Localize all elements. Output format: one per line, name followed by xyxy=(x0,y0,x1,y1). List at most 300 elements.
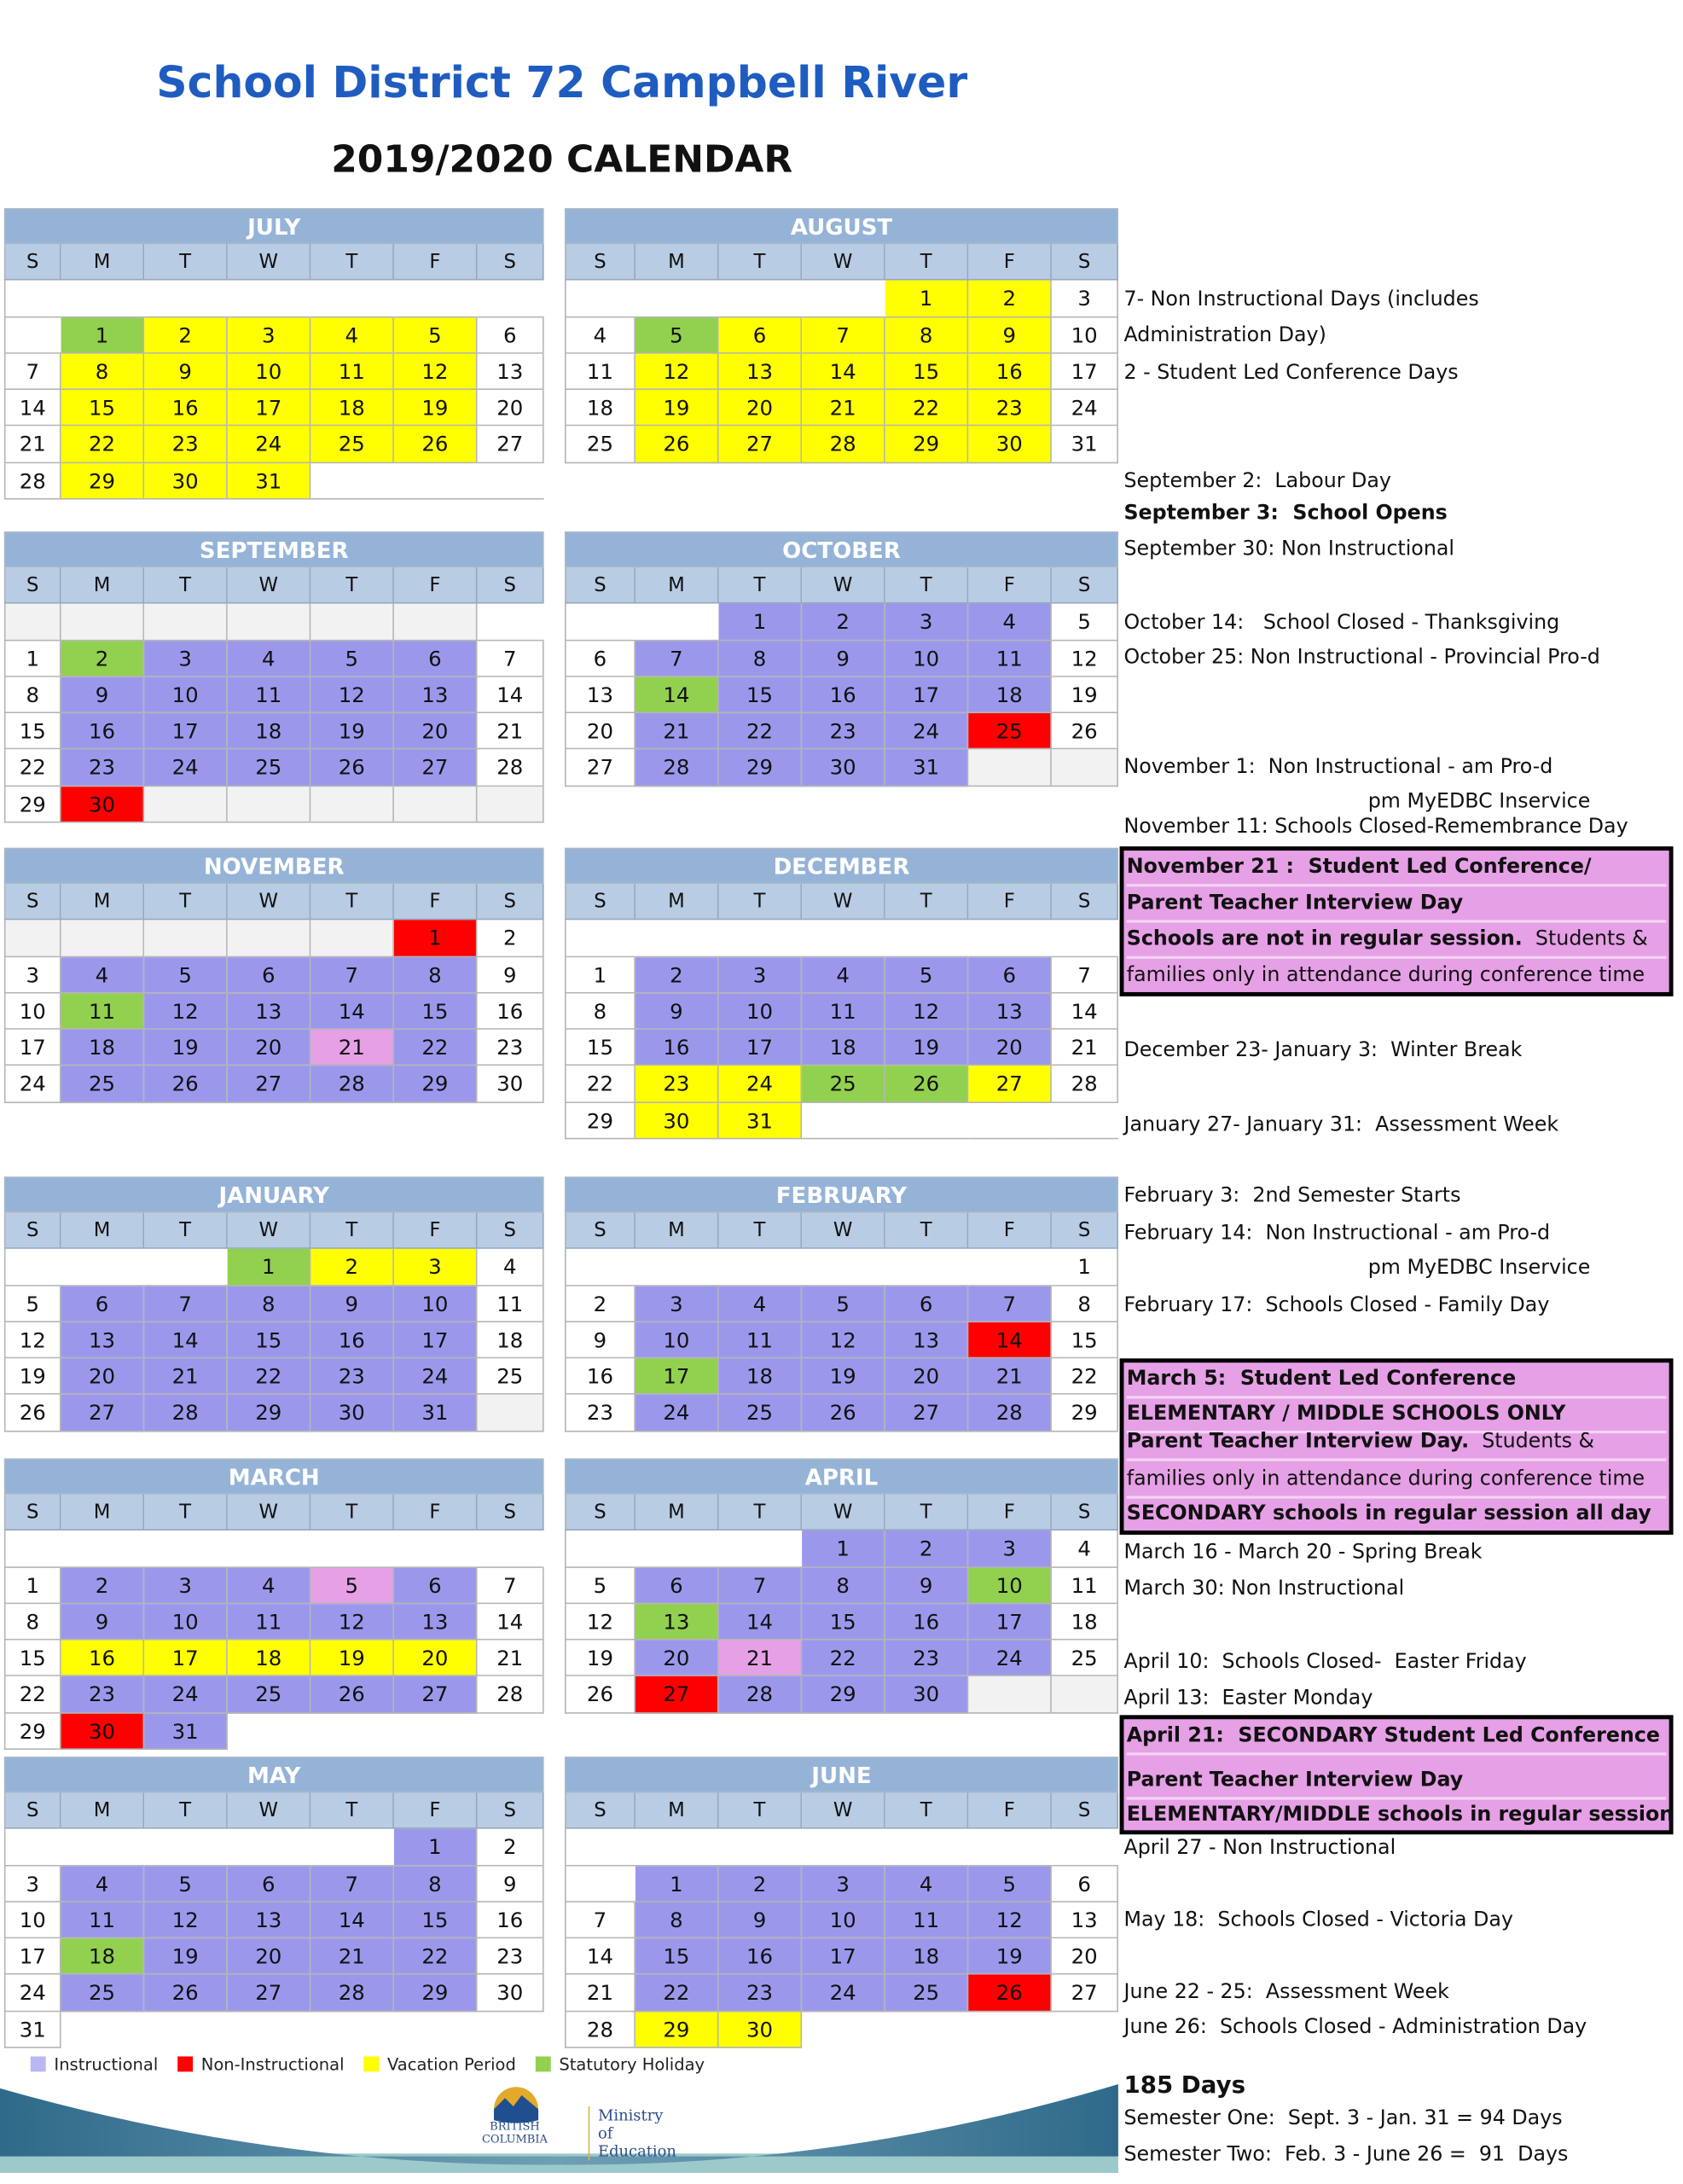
day-cell: 16 xyxy=(478,993,544,1030)
day-cell: 18 xyxy=(61,1939,145,1976)
day-cell: 14 xyxy=(635,677,719,714)
day-cell: 29 xyxy=(635,2012,719,2048)
day-cell: 13 xyxy=(394,677,478,714)
weekday-label: W xyxy=(228,244,311,281)
day-cell: 24 xyxy=(719,1066,803,1103)
weekday-label: W xyxy=(802,244,885,281)
day-cell: 25 xyxy=(885,1975,969,2012)
day-cell: 8 xyxy=(1052,1286,1118,1322)
day-cell: 27 xyxy=(968,1066,1052,1103)
day-cell: 13 xyxy=(228,993,311,1030)
day-cell: 11 xyxy=(228,1604,311,1641)
day-cell: 9 xyxy=(635,993,719,1030)
day-cell: 10 xyxy=(635,1322,719,1359)
day-cell: 11 xyxy=(61,993,145,1030)
day-cell: 26 xyxy=(4,1395,61,1432)
box-line xyxy=(1127,1362,1667,1398)
week-row xyxy=(4,1359,544,1396)
day-cell: 25 xyxy=(478,1359,544,1396)
box-line xyxy=(1127,1763,1667,1799)
day-cell: 6 xyxy=(1052,1866,1118,1902)
day-cell: 7 xyxy=(478,1567,544,1604)
empty-cell xyxy=(565,1531,635,1568)
weekday-label: S xyxy=(565,1792,635,1829)
empty-cell xyxy=(310,463,394,500)
day-cell: 14 xyxy=(310,1902,394,1939)
note-item: September 30: Non Instructional xyxy=(1123,537,1455,561)
week-row xyxy=(4,1677,544,1714)
month-title: DECEMBER xyxy=(565,848,1118,884)
day-cell: 24 xyxy=(635,1395,719,1432)
day-cell: 1 xyxy=(4,641,61,677)
day-cell: 27 xyxy=(565,750,635,787)
day-cell: 16 xyxy=(310,1322,394,1359)
day-cell: 21 xyxy=(635,713,719,750)
weekday-label: S xyxy=(478,567,544,604)
day-cell: 11 xyxy=(228,677,311,714)
month-title: JUNE xyxy=(565,1757,1118,1792)
empty-cell xyxy=(310,281,394,317)
day-cell: 18 xyxy=(565,390,635,427)
day-cell: 30 xyxy=(968,427,1052,463)
day-cell: 23 xyxy=(61,750,145,787)
day-cell: 23 xyxy=(565,1395,635,1432)
day-cell: 5 xyxy=(310,1567,394,1604)
box-line-bold: Parent Teacher Interview Day. xyxy=(1126,1429,1470,1453)
empty-cell xyxy=(394,463,478,500)
weekday-label: T xyxy=(885,1792,969,1829)
day-cell: 27 xyxy=(719,427,803,463)
day-cell: 27 xyxy=(228,1975,311,2012)
day-cell: 1 xyxy=(61,317,145,354)
note-item: October 25: Non Instructional - Provincial Pro-d xyxy=(1123,645,1600,669)
week-row xyxy=(4,1939,544,1976)
day-cell: 7 xyxy=(1052,957,1118,994)
week-row xyxy=(4,1286,544,1322)
weekday-label: F xyxy=(968,244,1052,281)
week-row xyxy=(565,750,1118,787)
day-cell: 25 xyxy=(565,427,635,463)
note-item: March 16 - March 20 - Spring Break xyxy=(1123,1540,1483,1565)
day-cell: 12 xyxy=(802,1322,885,1359)
week-row xyxy=(4,1604,544,1641)
week-row xyxy=(565,1677,1118,1714)
day-cell: 18 xyxy=(228,713,311,750)
day-cell: 2 xyxy=(565,1286,635,1322)
legend-item xyxy=(177,2055,344,2075)
day-cell: 29 xyxy=(4,787,61,823)
week-row xyxy=(4,317,544,354)
day-cell: 3 xyxy=(144,1567,228,1604)
week-row xyxy=(4,921,544,957)
day-cell: 26 xyxy=(968,1975,1052,2012)
box-line-bold: April 21: SECONDARY Student Led Conference xyxy=(1126,1723,1661,1747)
empty-cell xyxy=(144,604,228,641)
day-cell: 9 xyxy=(802,641,885,677)
week-row xyxy=(565,993,1118,1030)
weekday-label: W xyxy=(228,1495,311,1531)
weekday-label: T xyxy=(885,1213,969,1250)
week-row xyxy=(4,427,544,463)
empty-cell xyxy=(1052,1677,1118,1714)
week-row xyxy=(4,677,544,714)
day-cell: 22 xyxy=(635,1975,719,2012)
day-cell: 25 xyxy=(802,1066,885,1103)
day-cell: 16 xyxy=(719,1939,803,1976)
day-cell: 17 xyxy=(635,1359,719,1396)
weekday-label: F xyxy=(394,1213,478,1250)
day-cell: 13 xyxy=(478,354,544,391)
day-cell: 19 xyxy=(1052,677,1118,714)
day-cell: 12 xyxy=(144,1902,228,1939)
day-cell: 26 xyxy=(310,1677,394,1714)
day-cell: 10 xyxy=(1052,317,1118,354)
weekday-label: T xyxy=(885,884,969,921)
weekday-label: S xyxy=(1052,1213,1118,1250)
day-cell: 29 xyxy=(565,1103,635,1140)
day-cell: 19 xyxy=(885,1030,969,1066)
weekday-label: S xyxy=(478,1495,544,1531)
day-cell: 16 xyxy=(144,390,228,427)
day-cell: 1 xyxy=(1052,1249,1118,1286)
day-cell: 18 xyxy=(802,1030,885,1066)
week-row xyxy=(565,1604,1118,1641)
day-cell: 30 xyxy=(61,1713,145,1750)
day-cell: 4 xyxy=(565,317,635,354)
day-cell: 20 xyxy=(61,1359,145,1396)
weekday-label: T xyxy=(719,1213,803,1250)
day-cell: 18 xyxy=(719,1359,803,1396)
weekday-label: T xyxy=(310,884,394,921)
month-february xyxy=(565,1176,1118,1432)
day-cell: 10 xyxy=(802,1902,885,1939)
empty-cell xyxy=(4,921,61,957)
day-cell: 22 xyxy=(394,1030,478,1066)
day-cell: 11 xyxy=(1052,1567,1118,1604)
day-cell: 10 xyxy=(968,1567,1052,1604)
day-cell: 3 xyxy=(635,1286,719,1322)
day-cell: 7 xyxy=(478,641,544,677)
month-may xyxy=(4,1757,544,2048)
week-row xyxy=(4,750,544,787)
empty-cell xyxy=(144,921,228,957)
legend xyxy=(31,2055,705,2075)
day-cell: 4 xyxy=(61,1866,145,1902)
empty-cell xyxy=(565,281,635,317)
day-cell: 3 xyxy=(885,604,969,641)
day-cell: 4 xyxy=(968,604,1052,641)
day-cell: 22 xyxy=(394,1939,478,1976)
ministry-logo xyxy=(472,2082,708,2161)
day-cell: 27 xyxy=(394,750,478,787)
day-cell: 6 xyxy=(635,1567,719,1604)
empty-cell xyxy=(4,604,61,641)
empty-cell xyxy=(61,1531,145,1568)
day-cell: 5 xyxy=(968,1866,1052,1902)
week-row xyxy=(4,1641,544,1677)
day-cell: 27 xyxy=(635,1677,719,1714)
note-item: June 22 - 25: Assessment Week xyxy=(1123,1980,1449,2004)
week-row xyxy=(565,1322,1118,1359)
day-cell: 10 xyxy=(4,993,61,1030)
note-item: Administration Day) xyxy=(1123,322,1326,347)
day-cell: 10 xyxy=(885,641,969,677)
day-cell: 19 xyxy=(144,1030,228,1066)
weekday-label: M xyxy=(635,884,719,921)
week-row xyxy=(565,427,1118,463)
day-cell: 30 xyxy=(719,2012,803,2048)
empty-cell xyxy=(4,317,61,354)
weekday-label: T xyxy=(719,1495,803,1531)
day-cell: 15 xyxy=(565,1030,635,1066)
note-item: January 27- January 31: Assessment Week xyxy=(1123,1112,1559,1137)
week-row xyxy=(565,677,1118,714)
weekday-label: W xyxy=(228,567,311,604)
day-cell: 9 xyxy=(719,1902,803,1939)
weekday-label: S xyxy=(565,1213,635,1250)
day-cell: 22 xyxy=(719,713,803,750)
day-cell: 8 xyxy=(885,317,969,354)
empty-cell xyxy=(228,1531,311,1568)
day-cell: 6 xyxy=(394,1567,478,1604)
weekday-label: T xyxy=(885,244,969,281)
day-cell: 16 xyxy=(565,1359,635,1396)
day-cell: 13 xyxy=(1052,1902,1118,1939)
weekday-label: S xyxy=(478,1792,544,1829)
day-cell: 25 xyxy=(61,1066,145,1103)
day-cell: 30 xyxy=(478,1975,544,2012)
day-cell: 2 xyxy=(310,1249,394,1286)
day-cell: 28 xyxy=(968,1395,1052,1432)
bc-sun-mountain-icon xyxy=(489,2082,544,2123)
day-cell: 2 xyxy=(61,641,145,677)
day-cell: 5 xyxy=(310,641,394,677)
day-cell: 29 xyxy=(228,1395,311,1432)
day-cell: 8 xyxy=(228,1286,311,1322)
week-row xyxy=(565,1103,1118,1140)
day-cell: 2 xyxy=(478,921,544,957)
legend-label: Instructional xyxy=(54,2054,159,2075)
note-item: September 3: School Opens xyxy=(1123,501,1448,525)
week-row xyxy=(565,1641,1118,1677)
day-cell: 19 xyxy=(802,1359,885,1396)
day-cell: 12 xyxy=(1052,641,1118,677)
day-cell: 15 xyxy=(802,1604,885,1641)
day-cell: 28 xyxy=(4,463,61,500)
day-cell: 6 xyxy=(394,641,478,677)
day-cell: 17 xyxy=(4,1939,61,1976)
day-cell: 14 xyxy=(968,1322,1052,1359)
box-line xyxy=(1127,1719,1667,1755)
day-cell: 29 xyxy=(719,750,803,787)
day-cell: 24 xyxy=(144,750,228,787)
week-row xyxy=(565,1395,1118,1432)
day-cell: 25 xyxy=(61,1975,145,2012)
weekday-label: T xyxy=(144,1792,228,1829)
day-cell: 4 xyxy=(885,1866,969,1902)
weekday-label: F xyxy=(394,1792,478,1829)
week-row xyxy=(565,921,1118,957)
day-cell: 20 xyxy=(478,390,544,427)
weekday-header xyxy=(565,567,1118,604)
empty-cell xyxy=(635,1531,719,1568)
weekday-label: M xyxy=(61,1495,145,1531)
day-cell: 13 xyxy=(719,354,803,391)
weekday-label: M xyxy=(61,244,145,281)
note-item: December 23- January 3: Winter Break xyxy=(1123,1037,1523,1062)
day-cell: 19 xyxy=(310,713,394,750)
empty-cell xyxy=(61,1249,145,1286)
semester-two: Semester Two: Feb. 3 - June 26 = 91 Days xyxy=(1123,2142,1569,2166)
day-cell: 5 xyxy=(4,1286,61,1322)
empty-cell xyxy=(719,281,803,317)
day-cell: 5 xyxy=(394,317,478,354)
day-cell: 22 xyxy=(1052,1359,1118,1396)
note-item: April 27 - Non Instructional xyxy=(1123,1835,1396,1860)
empty-cell xyxy=(478,463,544,500)
weekday-label: M xyxy=(61,884,145,921)
day-cell: 18 xyxy=(61,1030,145,1066)
weekday-label: W xyxy=(802,884,885,921)
day-cell: 1 xyxy=(719,604,803,641)
day-cell: 26 xyxy=(144,1066,228,1103)
day-cell: 20 xyxy=(719,390,803,427)
day-cell: 4 xyxy=(802,957,885,994)
weekday-label: S xyxy=(1052,884,1118,921)
weekday-label: S xyxy=(4,244,61,281)
weekday-label: S xyxy=(565,567,635,604)
day-cell: 25 xyxy=(228,750,311,787)
total-days: 185 Days xyxy=(1123,2071,1246,2100)
month-december xyxy=(565,848,1118,1140)
empty-cell xyxy=(61,921,145,957)
day-cell: 26 xyxy=(802,1395,885,1432)
day-cell: 12 xyxy=(310,677,394,714)
weekday-label: T xyxy=(144,1495,228,1531)
empty-cell xyxy=(635,281,719,317)
month-august xyxy=(565,208,1118,463)
legend-label: Non-Instructional xyxy=(200,2054,345,2075)
day-cell: 28 xyxy=(565,2012,635,2048)
day-cell: 7 xyxy=(968,1286,1052,1322)
day-cell: 31 xyxy=(394,1395,478,1432)
day-cell: 19 xyxy=(635,390,719,427)
day-cell: 13 xyxy=(885,1322,969,1359)
week-row xyxy=(4,1567,544,1604)
day-cell: 10 xyxy=(4,1902,61,1939)
week-row xyxy=(4,1713,544,1750)
box-line xyxy=(1127,1497,1667,1531)
day-cell: 3 xyxy=(144,641,228,677)
month-title: FEBRUARY xyxy=(565,1176,1118,1212)
day-cell: 6 xyxy=(228,1866,311,1902)
day-cell: 24 xyxy=(394,1359,478,1396)
day-cell: 20 xyxy=(1052,1939,1118,1976)
empty-cell xyxy=(228,604,311,641)
day-cell: 19 xyxy=(310,1641,394,1677)
day-cell: 2 xyxy=(635,957,719,994)
weekday-label: T xyxy=(310,1213,394,1250)
day-cell: 8 xyxy=(394,957,478,994)
week-row xyxy=(565,1531,1118,1568)
day-cell: 16 xyxy=(478,1902,544,1939)
day-cell: 14 xyxy=(802,354,885,391)
weekday-header xyxy=(4,567,544,604)
weekday-label: T xyxy=(885,1495,969,1531)
weekday-label: W xyxy=(802,1495,885,1531)
day-cell: 22 xyxy=(61,427,145,463)
day-cell: 23 xyxy=(310,1359,394,1396)
day-cell: 25 xyxy=(719,1395,803,1432)
day-cell: 1 xyxy=(394,1829,478,1866)
weekday-label: W xyxy=(228,884,311,921)
day-cell: 11 xyxy=(310,354,394,391)
day-cell: 31 xyxy=(719,1103,803,1140)
weekday-label: T xyxy=(310,1495,394,1531)
week-row xyxy=(565,354,1118,391)
day-cell: 12 xyxy=(4,1322,61,1359)
day-cell: 29 xyxy=(4,1713,61,1750)
empty-cell xyxy=(719,921,803,957)
weekday-label: F xyxy=(394,567,478,604)
box-line xyxy=(1127,1425,1667,1461)
day-cell: 28 xyxy=(310,1975,394,2012)
week-row xyxy=(4,463,544,500)
day-cell: 6 xyxy=(61,1286,145,1322)
empty-cell xyxy=(719,1531,803,1568)
day-cell: 17 xyxy=(719,1030,803,1066)
weekday-header xyxy=(4,1792,544,1829)
day-cell: 6 xyxy=(228,957,311,994)
day-cell: 4 xyxy=(478,1249,544,1286)
day-cell: 25 xyxy=(310,427,394,463)
day-cell: 8 xyxy=(802,1567,885,1604)
day-cell: 30 xyxy=(885,1677,969,1714)
month-title: NOVEMBER xyxy=(4,848,544,884)
weekday-label: S xyxy=(1052,1495,1118,1531)
month-march xyxy=(4,1458,544,1750)
day-cell: 14 xyxy=(144,1322,228,1359)
month-title: AUGUST xyxy=(565,208,1118,244)
weekday-label: T xyxy=(144,1213,228,1250)
box-line-bold: Schools are not in regular session. xyxy=(1126,926,1523,951)
empty-cell xyxy=(478,604,544,641)
box-line-bold: Parent Teacher Interview Day xyxy=(1126,891,1464,915)
day-cell: 5 xyxy=(802,1286,885,1322)
weekday-label: S xyxy=(478,884,544,921)
day-cell: 18 xyxy=(228,1641,311,1677)
day-cell: 15 xyxy=(394,993,478,1030)
day-cell: 26 xyxy=(144,1975,228,2012)
day-cell: 14 xyxy=(4,390,61,427)
empty-cell xyxy=(802,281,885,317)
empty-cell xyxy=(1052,750,1118,787)
day-cell: 6 xyxy=(478,317,544,354)
day-cell: 12 xyxy=(565,1604,635,1641)
week-row xyxy=(4,1866,544,1902)
day-cell: 26 xyxy=(310,750,394,787)
note-item: September 2: Labour Day xyxy=(1123,468,1391,493)
empty-cell xyxy=(1052,921,1118,957)
weekday-header xyxy=(565,884,1118,921)
weekday-label: T xyxy=(144,244,228,281)
day-cell: 12 xyxy=(885,993,969,1030)
day-cell: 6 xyxy=(968,957,1052,994)
weekday-label: S xyxy=(1052,567,1118,604)
day-cell: 24 xyxy=(1052,390,1118,427)
box-line xyxy=(1127,959,1667,992)
day-cell: 15 xyxy=(1052,1322,1118,1359)
